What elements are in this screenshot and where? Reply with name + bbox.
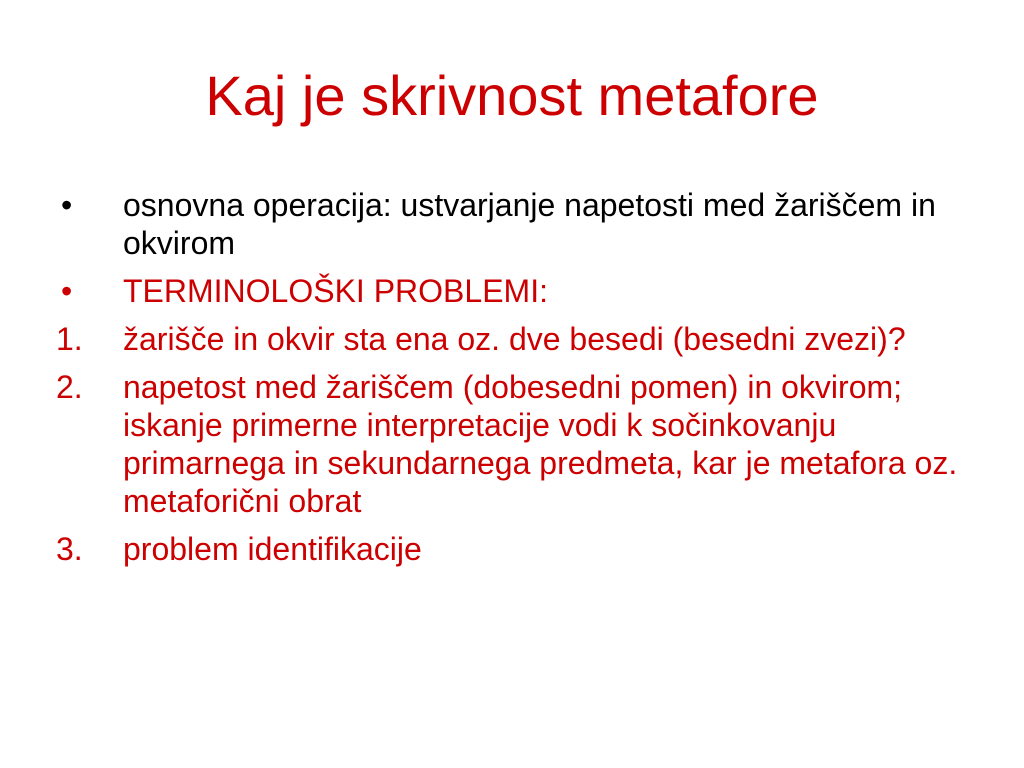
bullet-marker: • — [61, 187, 73, 223]
bullet-item-terminology-problems — [56, 272, 976, 310]
numbered-text: žarišče in okvir sta ena oz. dve besedi (besedni zvezi)? — [123, 321, 906, 357]
numbered-item-3 — [56, 530, 976, 568]
bullet-text: TERMINOLOŠKI PROBLEMI: — [123, 273, 548, 309]
number-marker: 1. — [56, 321, 83, 357]
numbered-item-2 — [56, 368, 976, 520]
slide-content-list — [56, 186, 976, 578]
bullet-marker: • — [61, 273, 73, 309]
bullet-item-basic-operation — [56, 186, 976, 262]
number-marker: 3. — [56, 531, 83, 567]
numbered-text: napetost med žariščem (dobesedni pomen) in okvirom; iskanje primerne interpretacije vodi k sočinkovanju primarnega in sekundarnega predmeta, kar je metafora oz. metaforični obrat — [123, 369, 958, 519]
numbered-item-1 — [56, 320, 976, 358]
numbered-text: problem identifikacije — [123, 531, 422, 567]
number-marker: 2. — [56, 369, 83, 405]
slide-title: Kaj je skrivnost metafore — [205, 64, 819, 127]
bullet-text: osnovna operacija: ustvarjanje napetosti med žariščem in okvirom — [123, 187, 936, 261]
